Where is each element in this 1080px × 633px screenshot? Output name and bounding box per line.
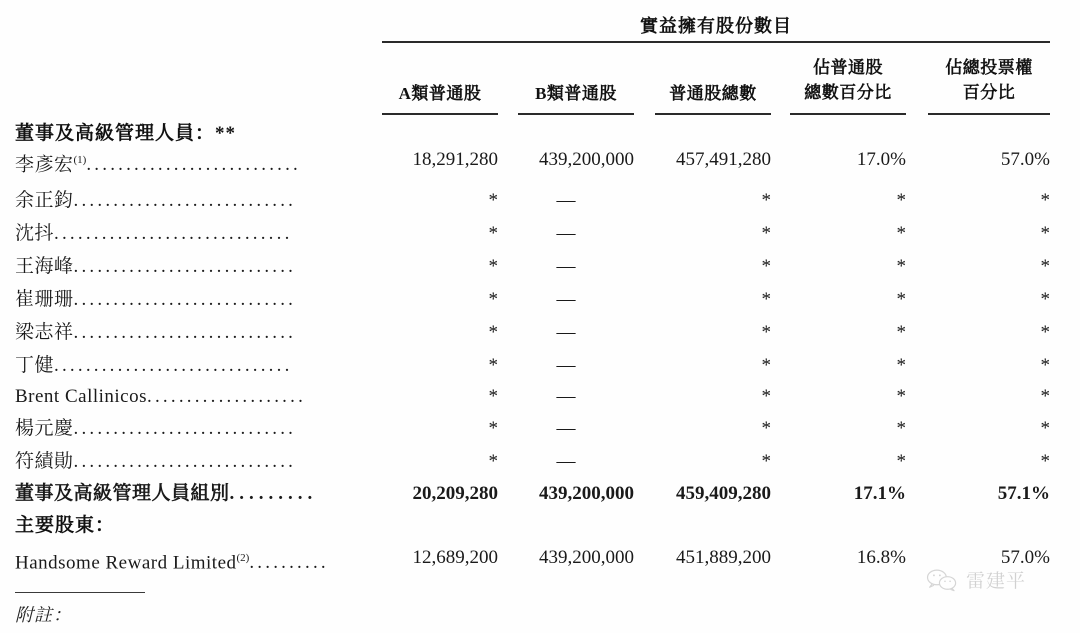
span-header-rule: [382, 41, 1050, 43]
dot-leader: ....................: [147, 386, 307, 407]
row-label-name: 崔珊珊: [15, 289, 74, 310]
table-row: [0, 145, 1080, 177]
section-heading-substantial-shareholders: 主要股東：: [15, 515, 116, 536]
row-label: [15, 318, 355, 348]
table-cell: *: [896, 386, 906, 407]
table-cell: 17.1%: [853, 483, 906, 504]
column-header-class-b-line1: B類普通股: [535, 84, 617, 103]
footnote-label: 附註：: [15, 605, 72, 625]
table-cell: 20,209,280: [412, 483, 498, 504]
row-label-name: 符績勛: [15, 451, 74, 472]
column-header-class-a: [382, 82, 498, 107]
table-cell: 451,889,200: [676, 547, 771, 568]
table-cell: *: [488, 355, 498, 376]
row-label: [15, 351, 355, 381]
row-label-name: 丁健: [15, 355, 55, 376]
column-header-class-b: [518, 82, 634, 107]
table-cell: *: [761, 386, 771, 407]
row-label: [15, 252, 355, 282]
column-header-total-shares-line1: 普通股總數: [669, 84, 757, 103]
table-row: [0, 414, 1080, 446]
table-cell: 57.0%: [1000, 149, 1050, 170]
row-label: [15, 145, 355, 180]
column-rule-pct-ordinary: [790, 113, 906, 115]
column-header-pct-ordinary-line1: 佔普通股: [813, 58, 883, 77]
table-row: [0, 219, 1080, 251]
table-cell: 18,291,280: [412, 149, 498, 170]
footnote-rule: [15, 592, 145, 593]
row-label: [15, 186, 355, 216]
row-label-name: 董事及高級管理人員組別: [15, 483, 230, 504]
wechat-icon: [925, 567, 959, 593]
table-cell: 57.0%: [1000, 547, 1050, 568]
table-row: [0, 479, 1080, 511]
table-cell: —: [556, 256, 576, 277]
table-cell: *: [488, 256, 498, 277]
row-label: [15, 414, 355, 444]
table-cell: *: [1040, 386, 1050, 407]
row-label-name: 梁志祥: [15, 322, 74, 343]
column-header-class-a-line1: A類普通股: [398, 84, 482, 103]
table-cell: *: [488, 418, 498, 439]
dot-leader: ............................: [73, 289, 297, 310]
table-cell: *: [896, 289, 906, 310]
table-cell: 17.0%: [856, 149, 906, 170]
row-label-name: 沈抖: [15, 223, 55, 244]
dot-leader: ............................: [73, 418, 297, 439]
table-cell: *: [761, 256, 771, 277]
row-label-name: 王海峰: [15, 256, 74, 277]
row-label-name: 余正鈞: [15, 190, 74, 211]
table-cell: *: [1040, 190, 1050, 211]
table-cell: —: [556, 289, 576, 310]
table-cell: *: [761, 190, 771, 211]
row-label-name: Brent Callinicos: [15, 386, 148, 407]
row-label-footnote-marker: (1): [73, 154, 87, 166]
table-cell: *: [761, 289, 771, 310]
row-label-name: 楊元慶: [15, 418, 74, 439]
column-header-pct-ordinary-line2: 總數百分比: [804, 82, 892, 102]
table-row: [0, 382, 1080, 414]
table-cell: 439,200,000: [539, 483, 634, 504]
dot-leader: ............................: [73, 451, 297, 472]
dot-leader: ............................: [73, 190, 297, 211]
table-cell: *: [488, 322, 498, 343]
dot-leader: ...........................: [86, 154, 301, 176]
table-cell: *: [896, 355, 906, 376]
row-label-name: Handsome Reward Limited: [15, 552, 237, 574]
table-cell: *: [761, 322, 771, 343]
table-cell: 439,200,000: [539, 547, 634, 568]
table-row: [0, 351, 1080, 383]
column-header-total-shares: [655, 82, 771, 107]
table-cell: 12,689,200: [412, 547, 498, 568]
table-cell: *: [488, 289, 498, 310]
table-cell: *: [1040, 418, 1050, 439]
table-cell: —: [556, 322, 576, 343]
table-cell: 57.1%: [997, 483, 1050, 504]
table-cell: *: [896, 418, 906, 439]
column-header-pct-voting: [928, 56, 1050, 105]
table-cell: *: [1040, 289, 1050, 310]
table-cell: —: [556, 386, 576, 407]
table-cell: —: [556, 451, 576, 472]
column-rule-class-b: [518, 113, 634, 115]
row-label: [15, 543, 355, 578]
table-row: [0, 543, 1080, 575]
column-header-pct-voting-line2: 百分比: [962, 82, 1016, 102]
table-cell: —: [556, 223, 576, 244]
table-cell: *: [488, 451, 498, 472]
table-cell: —: [556, 355, 576, 376]
table-row: [0, 318, 1080, 350]
table-row: [0, 285, 1080, 317]
table-cell: *: [761, 418, 771, 439]
table-cell: *: [1040, 355, 1050, 376]
dot-leader: ..............................: [54, 223, 293, 244]
row-label: [15, 382, 355, 412]
column-rule-total-shares: [655, 113, 771, 115]
table-cell: *: [761, 451, 771, 472]
table-cell: 439,200,000: [539, 149, 634, 170]
table-cell: *: [1040, 256, 1050, 277]
column-rule-class-a: [382, 113, 498, 115]
row-label: [15, 219, 355, 249]
table-cell: *: [896, 190, 906, 211]
table-cell: *: [761, 223, 771, 244]
table-cell: *: [488, 223, 498, 244]
table-cell: *: [488, 386, 498, 407]
table-cell: *: [896, 256, 906, 277]
column-header-pct-ordinary: [790, 56, 906, 105]
table-cell: —: [556, 418, 576, 439]
table-cell: *: [1040, 223, 1050, 244]
span-header-beneficial-ownership: 實益擁有股份數目: [640, 16, 792, 36]
table-cell: 457,491,280: [676, 149, 771, 170]
column-rule-pct-voting: [928, 113, 1050, 115]
table-cell: *: [761, 355, 771, 376]
watermark: [925, 566, 1026, 593]
row-label: [15, 285, 355, 315]
row-label: [15, 447, 355, 477]
table-cell: *: [896, 322, 906, 343]
table-cell: *: [896, 451, 906, 472]
table-cell: *: [1040, 451, 1050, 472]
table-cell: 16.8%: [856, 547, 906, 568]
dot-leader: ............................: [73, 322, 297, 343]
table-row: [0, 186, 1080, 218]
watermark-text: 雷建平: [966, 571, 1027, 592]
row-label-footnote-marker: (2): [236, 552, 250, 564]
section-heading-directors: 董事及高級管理人員：**: [15, 123, 237, 144]
table-cell: *: [1040, 322, 1050, 343]
table-cell: 459,409,280: [676, 483, 771, 504]
table-row: [0, 252, 1080, 284]
dot-leader: ............................: [73, 256, 297, 277]
table-cell: *: [488, 190, 498, 211]
row-label-name: 李彥宏: [15, 154, 74, 176]
dot-leader: ..............................: [54, 355, 293, 376]
dot-leader: ..........: [249, 552, 329, 574]
table-cell: —: [556, 190, 576, 211]
table-row: [0, 447, 1080, 479]
row-label: [15, 479, 355, 509]
column-header-pct-voting-line1: 佔總投票權: [945, 58, 1033, 77]
table-cell: *: [896, 223, 906, 244]
dot-leader: .........: [229, 483, 318, 504]
